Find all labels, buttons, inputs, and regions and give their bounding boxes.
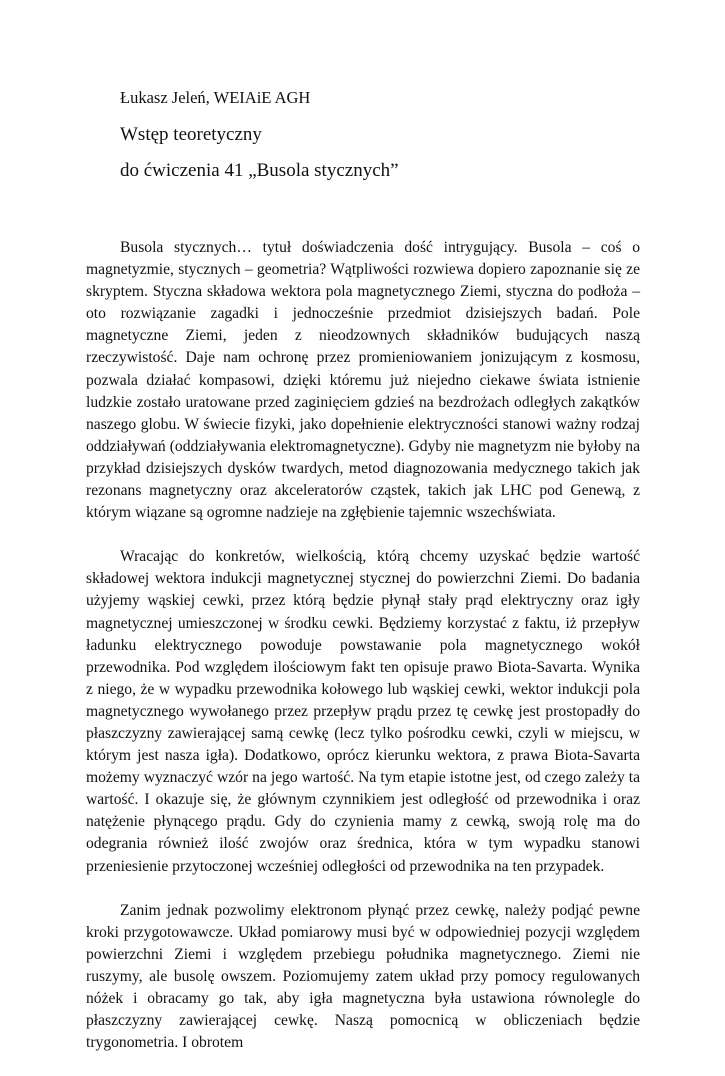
document-body — [86, 237, 640, 1076]
author-line: Łukasz Jeleń, WEIAiE AGH — [120, 88, 311, 107]
document-subtitle: do ćwiczenia 41 „Busola stycznych” — [120, 160, 399, 181]
document-title: Wstęp teoretyczny — [120, 124, 262, 145]
paragraph-method: Wracając do konkretów, wielkością, którą chcemy uzyskać będzie wartość składowej wektora indukcji magnetycznej stycznej do powierzchni Ziemi. Do badania użyjemy wąskiej cewki, przez którą będzie płynął stały prąd elektryczny oraz igły magnetycznej umieszczonej w środku cewki. Będziemy korzystać z faktu, iż przepływ ładunku elektrycznego powoduje powstawanie pola magnetycznego wokół przewodnika. Pod względem ilościowym fakt ten opisuje prawo Biota-Savarta. Wynika z niego, że w wypadku przewodnika kołowego lub wąskiej cewki, wektor indukcji pola magnetycznego wywołanego przez przepływ prądu przez tę cewkę jest prostopadły do płaszczyzny zawierającej samą cewkę (lecz tylko pośrodku cewki, czyli w miejscu, w którym jest nasza igła). Dodatkowo, oprócz kierunku wektora, z prawa Biota-Savarta możemy wyznaczyć wzór na jego wartość. Na tym etapie istotne jest, od czego zależy ta wartość. I okazuje się, że głównym czynnikiem jest odległość od przewodnika i oraz natężenie płynącego prądu. Gdy do czynienia mamy z cewką, swoją rolę ma do odegrania również ilość zwojów oraz średnica, która w tym wypadku stanowi przeniesienie przytoczonej wcześniej odległości od przewodnika na ten przypadek. — [86, 548, 640, 875]
paragraph-preparation: Zanim jednak pozwolimy elektronom płynąć przez cewkę, należy podjąć pewne kroki przygotowawcze. Układ pomiarowy musi być w odpowiedniej pozycji względem powierzchni Ziemi i względem przebiegu południka magnetycznego. Ziemi nie ruszymy, ale busolę owszem. Poziomujemy zatem układ przy pomocy regulowanych nóżek i obracamy go tak, aby igła magnetyczna była ustawiona równolegle do płaszczyzny zawierającej cewkę. Naszą pomocnicą w obliczeniach będzie trygonometria. I obrotem — [86, 901, 640, 1052]
paragraph-intro: Busola stycznych… tytuł doświadczenia dość intrygujący. Busola – coś o magnetyzmie, stycznych – geometria? Wątpliwości rozwiewa dopiero zapoznanie się ze skryptem. Styczna składowa wektora pola magnetycznego Ziemi, styczna do podłoża – oto rozwiązanie zagadki i jednocześnie przedmiot dzisiejszych badań. Pole magnetyczne Ziemi, jeden z nieodzownych składników budujących naszą rzeczywistość. Daje nam ochronę przez promieniowaniem jonizującym z kosmosu, pozwala działać kompasowi, dzięki któremu już niejedno ciekawe świata istnienie ludzkie zostało uratowane przed zaginięciem gdzieś na bezdrożach odległych zakątków naszego globu. W świecie fizyki, jako dopełnienie elektryczności stanowi ważny rodzaj oddziaływań (oddziaływania elektromagnetyczne). Gdyby nie magnetyzm nie byłoby na przykład dzisiejszych dysków twardych, metod diagnozowania medycznego takich jak rezonans magnetyczny oraz akceleratorów cząstek, takich jak LHC pod Genewą, z którym wiązane są ogromne nadzieje na zgłębienie tajemnic wszechświata. — [86, 239, 640, 522]
